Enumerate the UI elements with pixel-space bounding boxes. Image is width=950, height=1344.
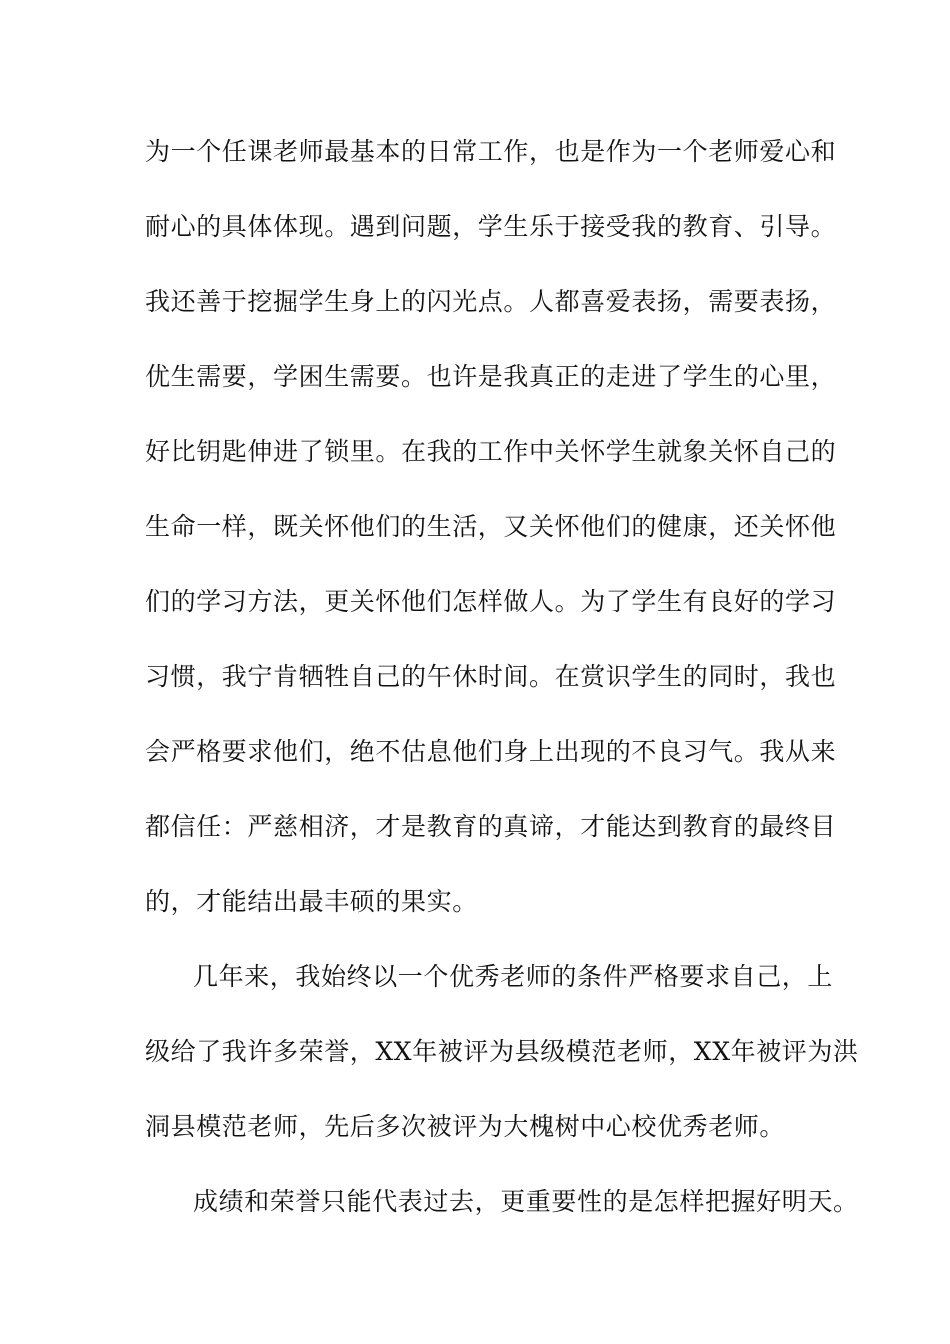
text-line: 我还善于挖掘学生身上的闪光点。人都喜爱表扬，需要表扬， bbox=[145, 287, 837, 316]
text-line: 生命一样，既关怀他们的生活，又关怀他们的健康，还关怀他 bbox=[145, 512, 837, 541]
paragraph-first-line: 成绩和荣誉只能代表过去，更重要性的是怎样把握好明天。 bbox=[193, 1187, 859, 1216]
text-line: 优生需要，学困生需要。也许是我真正的走进了学生的心里， bbox=[145, 362, 837, 391]
paragraph-first-line: 几年来，我始终以一个优秀老师的条件严格要求自己，上 bbox=[193, 962, 834, 991]
text-line: 都信任：严慈相济，才是教育的真谛，才能达到教育的最终目 bbox=[145, 812, 837, 841]
text-line: 会严格要求他们，绝不估息他们身上出现的不良习气。我从来 bbox=[145, 737, 837, 766]
text-line: 好比钥匙伸进了锁里。在我的工作中关怀学生就象关怀自己的 bbox=[145, 437, 837, 466]
text-line: 的，才能结出最丰硕的果实。 bbox=[145, 887, 478, 916]
text-line: 洞县模范老师，先后多次被评为大槐树中心校优秀老师。 bbox=[145, 1112, 786, 1141]
text-line: 级给了我许多荣誉，XX年被评为县级模范老师，XX年被评为洪 bbox=[145, 1037, 859, 1066]
text-line: 耐心的具体体现。遇到问题，学生乐于接受我的教育、引导。 bbox=[145, 212, 837, 241]
text-line: 习惯，我宁肯牺牲自己的午休时间。在赏识学生的同时，我也 bbox=[145, 662, 837, 691]
text-line: 为一个任课老师最基本的日常工作，也是作为一个老师爱心和 bbox=[145, 137, 837, 166]
text-line: 们的学习方法，更关怀他们怎样做人。为了学生有良好的学习 bbox=[145, 587, 837, 616]
